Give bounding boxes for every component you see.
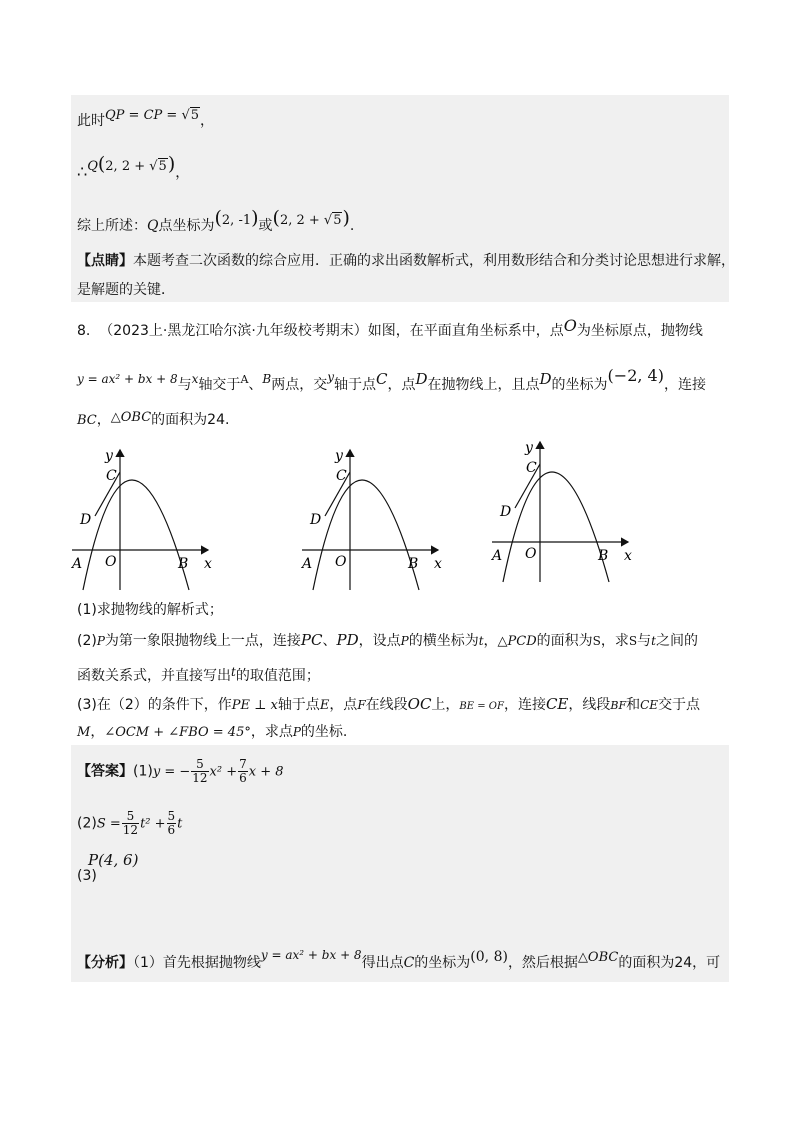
figure-1-label-o: O [105, 554, 117, 570]
figure-1-label-y: y [105, 448, 113, 464]
problem-8-line-3: BC，△OBC的面积为24. [77, 410, 230, 428]
figure-1-label-b: B [178, 556, 189, 572]
math-qp-cp: QP = CP = √5 [105, 108, 200, 123]
figure-3-parabola [503, 472, 609, 582]
figure-2-label-y: y [335, 448, 343, 464]
analysis-line-1: 【分析】（1）首先根据抛物线y = ax² + bx + 8得出点C的坐标为(0, 8)，然后根据△OBC的面积为24，可 [77, 948, 721, 971]
answer-2-fraction-1: $\frac{5}{12}$ [122, 809, 139, 837]
figure-1 [70, 448, 212, 590]
figure-3-label-c: C [526, 460, 537, 476]
answer-3-label: (3) [77, 868, 97, 884]
figure-3 [490, 440, 632, 582]
solution-line-1: 此时QP = CP = √5， [77, 108, 215, 129]
answer-3-value: P(4, 6) [88, 851, 139, 869]
comment-line-1: 【点睛】本题考查二次函数的综合应用．正确的求出函数解析式，利用数形结合和分类讨论思想进行求解， [77, 253, 735, 269]
answer-2: (2)S = $\frac{5}{12}$ t² + $\frac{5}{6}$ t [77, 809, 183, 837]
question-3-line-2: M，∠OCM + ∠FBO = 45°，求点P的坐标. [77, 724, 348, 740]
figure-1-label-a: A [72, 556, 83, 572]
solution-line-2: ∴Q(2, 2 + √5)， [77, 153, 190, 181]
figure-1-label-d: D [80, 512, 92, 528]
figure-3-label-o: O [525, 546, 537, 562]
answer-2-fraction-2: $\frac{5}{6}$ [167, 809, 176, 837]
figure-1-label-c: C [106, 468, 117, 484]
answer-1-fraction-1: $\frac{5}{12}$ [192, 757, 208, 785]
question-3-line-1: (3)在（2）的条件下，作PE ⊥ x轴于点E，点F在线段OC上，BE = OF，连接CE，线段BF和CE交于点 [77, 695, 701, 713]
figure-2-label-x: x [434, 556, 442, 572]
figure-3-label-a: A [492, 548, 503, 564]
figure-2-label-d: D [310, 512, 322, 528]
figure-1-label-x: x [204, 556, 212, 572]
question-2-line-1: (2)P为第一象限抛物线上一点，连接PC、PD，设点P的横坐标为t，△PCD的面积为S，求S与t之间的 [77, 631, 698, 649]
figure-1-parabola [83, 480, 189, 590]
solution-line-3: 综上所述：Q点坐标为(2, -1)或(2, 2 + √5). [77, 207, 355, 234]
figure-3-label-y: y [525, 440, 533, 456]
figure-2-parabola [313, 480, 419, 590]
figure-2 [300, 448, 442, 590]
answer-1-fraction-2: $\frac{7}{6}$ [239, 757, 247, 785]
problem-8-line-1: 8. （2023上·黑龙江哈尔滨·九年级校考期末）如图，在平面直角坐标系中，点O为坐标原点，抛物线 [77, 316, 703, 339]
comment-line-2: 是解题的关键． [77, 282, 175, 298]
question-1: (1)求抛物线的解析式； [77, 602, 223, 618]
figure-3-label-x: x [624, 548, 632, 564]
coord-2-2plusroot5: (2, 2 + √5) [272, 207, 350, 229]
question-2-line-2: 函数关系式，并直接写出t的取值范围； [77, 665, 320, 684]
figure-2-label-o: O [335, 554, 347, 570]
answer-1: 【答案】(1)y = − $\frac{5}{12}$ x² + $\frac{7}{6}$ x + 8 [77, 757, 284, 785]
figure-2-label-b: B [408, 556, 419, 572]
math-q-coordinate: Q(2, 2 + √5) [87, 153, 176, 175]
figure-3-label-d: D [500, 504, 512, 520]
figure-2-label-a: A [302, 556, 313, 572]
coord-2-minus1: (2, -1) [214, 207, 259, 229]
parabola-figures [0, 440, 800, 600]
problem-8-line-2: y = ax² + bx + 8与x轴交于$^A$、B两点，交y轴于点C，点D在抛物线上，且点D的坐标为(−2, 4)，连接 [77, 366, 706, 393]
figure-2-label-c: C [336, 468, 347, 484]
figure-3-label-b: B [598, 548, 609, 564]
